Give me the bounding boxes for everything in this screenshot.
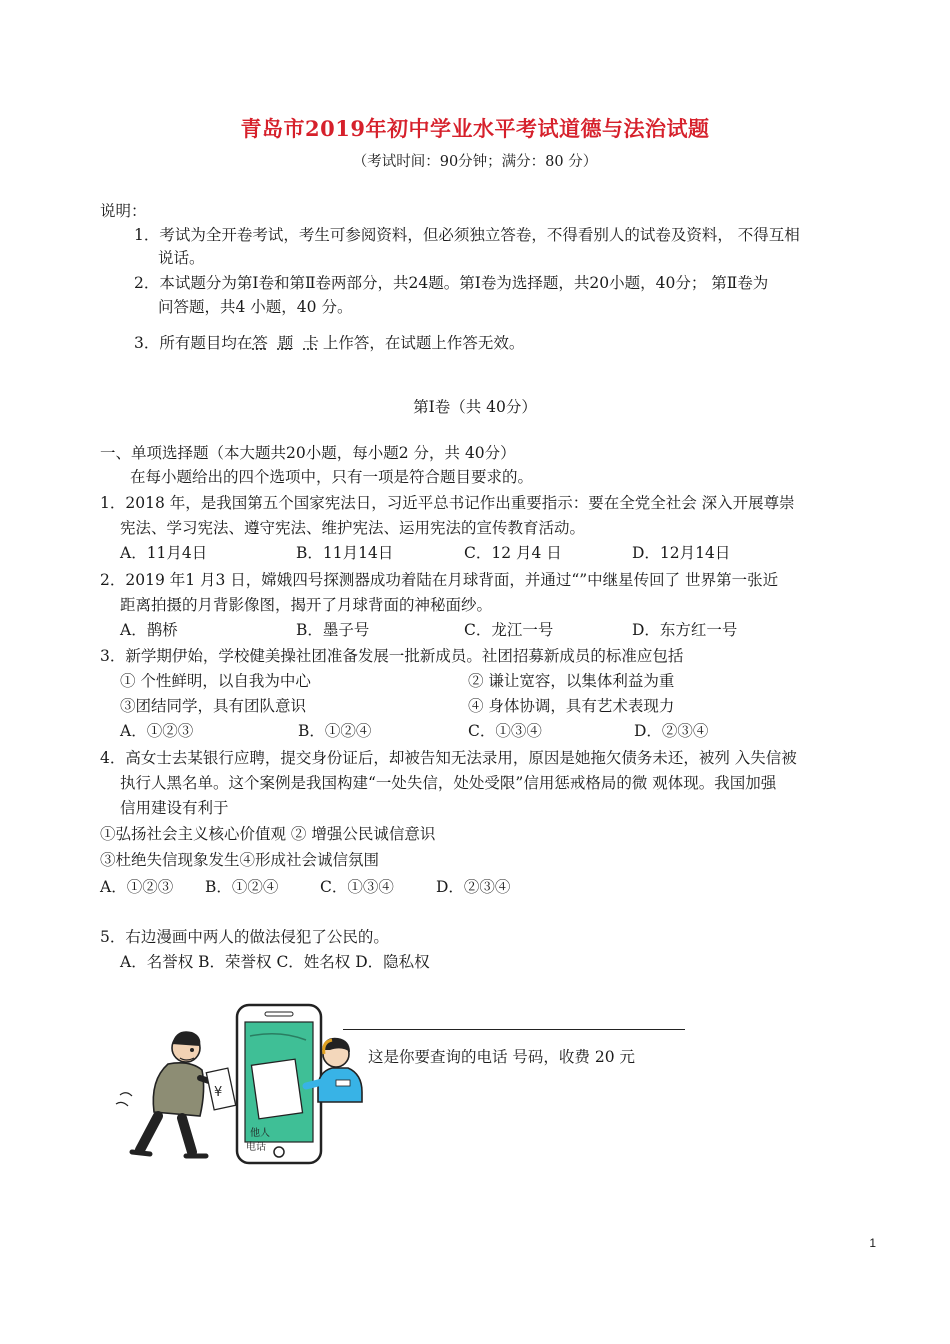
question-1-option-d: D．12月14日	[632, 544, 731, 562]
question-3-option-c: C．①③④	[468, 722, 542, 740]
man-figure	[116, 1031, 218, 1156]
exam-info: （考试时间：90分钟；满分：80 分）	[352, 154, 598, 170]
instruction-3-suffix: 上作答，在试题上作答无效。	[322, 334, 525, 352]
question-1-line-1: 1．2018 年，是我国第五个国家宪法日，习近平总书记作出重要指示：要在全党全社会 深入开展尊崇	[100, 494, 795, 512]
question-4-option-d: D．②③④	[436, 878, 511, 896]
question-2-option-a: A．鹊桥	[120, 621, 178, 639]
question-3-option-d: D．②③④	[634, 722, 709, 740]
question-3-line-1: 3．新学期伊始，学校健美操社团准备发展一批新成员。社团招募新成员的标准应包括	[100, 647, 684, 665]
part-note: 在每小题给出的四个选项中，只有一项是符合题目要求的。	[130, 468, 534, 486]
paper-note	[206, 1068, 235, 1110]
instruction-1-line-1: 1．考试为全开卷考试，考生可参阅资料，但必须独立答卷，不得看别人的试卷及资料， 不得互相	[134, 226, 800, 244]
cartoon-caption: 这是你要查询的电话 号码，收费 20 元	[368, 1048, 636, 1066]
section-title: 第Ⅰ卷（共 40分）	[413, 398, 537, 416]
phone-screen-label-1: 他人	[250, 1128, 270, 1139]
page-title: 青岛市2019年初中学业水平考试道德与法治试题	[240, 116, 710, 141]
emphasis-da: 答	[252, 334, 268, 352]
question-2-option-d: D．东方红一号	[632, 621, 738, 639]
question-2-line-2: 距离拍摄的月背影像图，揭开了月球背面的神秘面纱。	[120, 596, 493, 614]
question-1-option-c: C．12 月4 日	[464, 544, 562, 562]
question-3-option-a: A．①②③	[120, 722, 194, 740]
question-4-option-b: B．①②④	[205, 878, 279, 896]
note-symbol: ¥	[214, 1085, 223, 1100]
question-4-line-2: 执行人黑名单。这个案例是我国构建“一处失信，处处受限”信用惩戒格局的微 观体现。我国加强	[120, 774, 777, 792]
question-4-statements-3-4: ③杜绝失信现象发生④形成社会诚信氛围	[100, 851, 380, 869]
question-3-statement-2: ② 谦让宽容，以集体利益为重	[468, 672, 675, 690]
page-number: 1	[869, 1236, 876, 1250]
question-3-option-b: B．①②④	[298, 722, 372, 740]
question-5-line-1: 5．右边漫画中两人的做法侵犯了公民的。	[100, 928, 389, 946]
instructions-heading: 说明：	[100, 202, 147, 220]
instruction-3	[134, 332, 524, 354]
question-2-line-1: 2．2019 年1 月3 日，嫦娥四号探测器成功着陆在月球背面，并通过“”中继星传回了 世界第一张近	[100, 571, 779, 589]
emphasis-ka: 卡	[303, 334, 319, 352]
question-4-option-c: C．①③④	[320, 878, 394, 896]
question-3-statement-4: ④ 身体协调，具有艺术表现力	[468, 697, 675, 715]
instruction-3-prefix: 3．所有题目均在	[134, 334, 253, 352]
question-4-option-a: A．①②③	[100, 878, 174, 896]
question-5-options: A．名誉权 B．荣誉权 C．姓名权 D．隐私权	[120, 953, 430, 971]
phone-screen-label-2: 电话	[246, 1142, 266, 1153]
question-4-line-1: 4．高女士去某银行应聘，提交身份证后，却被告知无法录用，原因是她拖欠债务未还，被列 入失信被	[100, 749, 797, 767]
question-1-option-b: B．11月14日	[296, 544, 394, 562]
instruction-2-line-2: 问答题，共4 小题，40 分。	[158, 298, 353, 316]
question-2-option-b: B．墨子号	[296, 621, 370, 639]
question-1-option-a: A．11月4日	[120, 544, 208, 562]
emphasis-ti: 题	[277, 334, 294, 352]
instruction-1-line-2: 说话。	[158, 249, 205, 267]
question-2-option-c: C．龙江一号	[464, 621, 554, 639]
cartoon-illustration	[110, 1000, 490, 1170]
question-4-statements-1-2: ①弘扬社会主义核心价值观 ② 增强公民诚信意识	[100, 825, 436, 843]
question-3-statement-1: ① 个性鲜明，以自我为中心	[120, 672, 311, 690]
question-1-line-2: 宪法、学习宪法、遵守宪法、维护宪法、运用宪法的宣传教育活动。	[120, 519, 586, 537]
instruction-2-line-1: 2．本试题分为第Ⅰ卷和第Ⅱ卷两部分，共24题。第Ⅰ卷为选择题，共20小题，40分； 第Ⅱ卷为	[134, 274, 769, 292]
question-4-line-3: 信用建设有利于	[120, 799, 229, 817]
question-3-statement-3: ③团结同学，具有团队意识	[120, 697, 307, 715]
part-heading: 一、单项选择题（本大题共20小题，每小题2 分，共 40分）	[100, 444, 516, 462]
